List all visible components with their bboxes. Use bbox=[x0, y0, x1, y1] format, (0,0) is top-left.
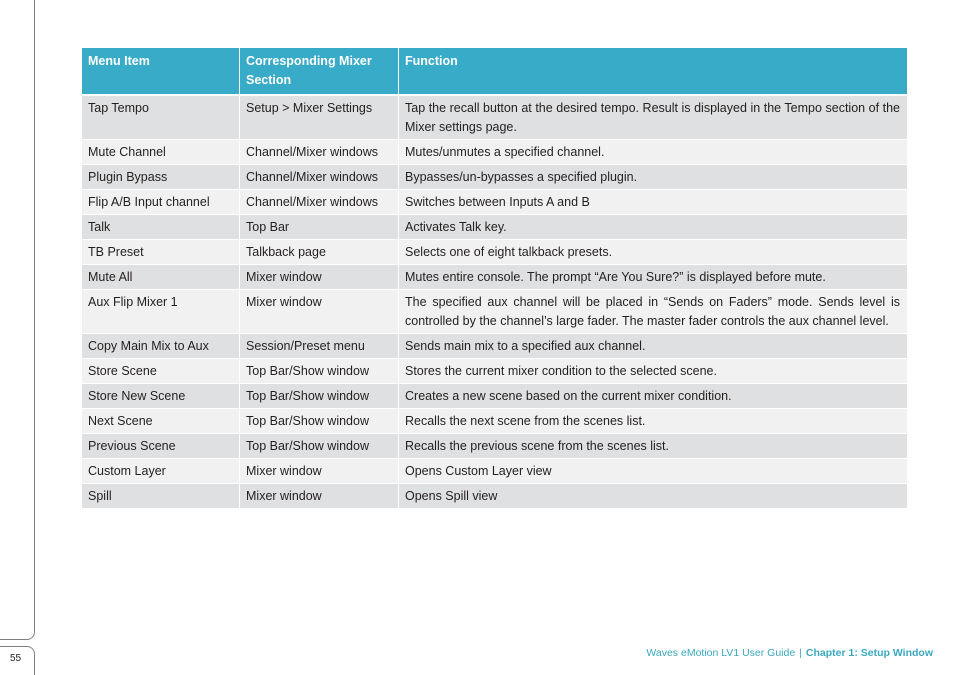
footer-separator: | bbox=[799, 647, 802, 659]
cell-mixer-section: Channel/Mixer windows bbox=[240, 140, 399, 165]
table-row bbox=[82, 190, 907, 215]
cell-function: Creates a new scene based on the current mixer condition. bbox=[399, 384, 907, 409]
cell-menu-item: Talk bbox=[82, 215, 240, 240]
page-number: 55 bbox=[10, 653, 22, 664]
cell-mixer-section: Setup > Mixer Settings bbox=[240, 96, 399, 140]
table-row bbox=[82, 165, 907, 190]
cell-menu-item: Mute Channel bbox=[82, 140, 240, 165]
cell-function: Recalls the next scene from the scenes list. bbox=[399, 409, 907, 434]
table-header-row bbox=[82, 48, 907, 96]
cell-function: Activates Talk key. bbox=[399, 215, 907, 240]
table-row bbox=[82, 459, 907, 484]
cell-menu-item: Store New Scene bbox=[82, 384, 240, 409]
cell-menu-item: Custom Layer bbox=[82, 459, 240, 484]
cell-function: Stores the current mixer condition to the selected scene. bbox=[399, 359, 907, 384]
cell-function: Opens Custom Layer view bbox=[399, 459, 907, 484]
cell-function: Sends main mix to a specified aux channel. bbox=[399, 334, 907, 359]
cell-menu-item: Aux Flip Mixer 1 bbox=[82, 290, 240, 334]
cell-menu-item: Next Scene bbox=[82, 409, 240, 434]
page-footer bbox=[646, 647, 933, 659]
table-header bbox=[82, 48, 907, 96]
cell-mixer-section: Top Bar/Show window bbox=[240, 434, 399, 459]
table-row bbox=[82, 384, 907, 409]
cell-function: Mutes/unmutes a specified channel. bbox=[399, 140, 907, 165]
cell-mixer-section: Mixer window bbox=[240, 484, 399, 509]
cell-menu-item: Mute All bbox=[82, 265, 240, 290]
cell-menu-item: Spill bbox=[82, 484, 240, 509]
cell-menu-item: TB Preset bbox=[82, 240, 240, 265]
table-row bbox=[82, 409, 907, 434]
table-row bbox=[82, 265, 907, 290]
page-margin-line bbox=[0, 0, 35, 640]
header-mixer-section: Corresponding Mixer Section bbox=[240, 48, 399, 96]
table-row bbox=[82, 96, 907, 140]
table-row bbox=[82, 434, 907, 459]
table-row bbox=[82, 290, 907, 334]
cell-function: Selects one of eight talkback presets. bbox=[399, 240, 907, 265]
cell-menu-item: Copy Main Mix to Aux bbox=[82, 334, 240, 359]
cell-mixer-section: Top Bar/Show window bbox=[240, 409, 399, 434]
cell-function: Tap the recall button at the desired tempo. Result is displayed in the Tempo section of the Mixer settings page. bbox=[399, 96, 907, 140]
cell-menu-item: Plugin Bypass bbox=[82, 165, 240, 190]
header-menu-item: Menu Item bbox=[82, 48, 240, 96]
table-row bbox=[82, 359, 907, 384]
cell-mixer-section: Channel/Mixer windows bbox=[240, 190, 399, 215]
table-body bbox=[82, 96, 907, 509]
cell-menu-item: Flip A/B Input channel bbox=[82, 190, 240, 215]
table-row bbox=[82, 240, 907, 265]
cell-function: The specified aux channel will be placed in “Sends on Faders” mode. Sends level is controlled by the channel’s large fader. The master fader controls the aux channel level. bbox=[399, 290, 907, 334]
cell-mixer-section: Top Bar bbox=[240, 215, 399, 240]
cell-mixer-section: Mixer window bbox=[240, 290, 399, 334]
table-row bbox=[82, 484, 907, 509]
cell-mixer-section: Session/Preset menu bbox=[240, 334, 399, 359]
cell-function: Opens Spill view bbox=[399, 484, 907, 509]
table-row bbox=[82, 140, 907, 165]
cell-mixer-section: Channel/Mixer windows bbox=[240, 165, 399, 190]
cell-menu-item: Tap Tempo bbox=[82, 96, 240, 140]
cell-function: Recalls the previous scene from the scenes list. bbox=[399, 434, 907, 459]
table-row bbox=[82, 334, 907, 359]
cell-menu-item: Previous Scene bbox=[82, 434, 240, 459]
cell-mixer-section: Talkback page bbox=[240, 240, 399, 265]
cell-menu-item: Store Scene bbox=[82, 359, 240, 384]
cell-function: Bypasses/un-bypasses a specified plugin. bbox=[399, 165, 907, 190]
cell-function: Mutes entire console. The prompt “Are You Sure?” is displayed before mute. bbox=[399, 265, 907, 290]
cell-mixer-section: Top Bar/Show window bbox=[240, 384, 399, 409]
footer-chapter-title: Chapter 1: Setup Window bbox=[805, 647, 933, 659]
menu-commands-table bbox=[82, 48, 907, 509]
cell-mixer-section: Top Bar/Show window bbox=[240, 359, 399, 384]
cell-mixer-section: Mixer window bbox=[240, 459, 399, 484]
header-function: Function bbox=[399, 48, 907, 96]
footer-guide-title: Waves eMotion LV1 User Guide bbox=[646, 647, 796, 659]
cell-function: Switches between Inputs A and B bbox=[399, 190, 907, 215]
cell-mixer-section: Mixer window bbox=[240, 265, 399, 290]
table-row bbox=[82, 215, 907, 240]
